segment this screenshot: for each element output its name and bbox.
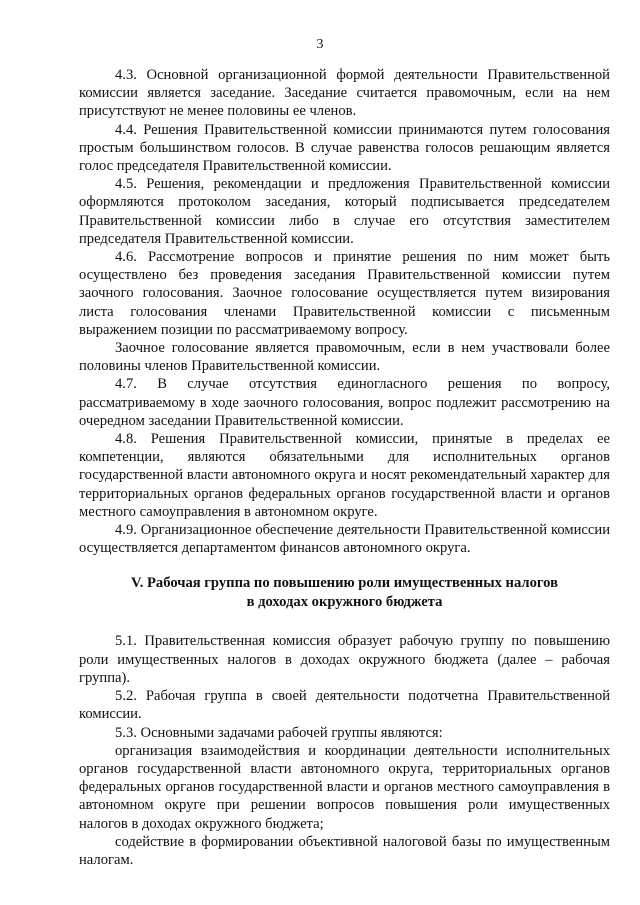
paragraph-5-2: 5.2. Рабочая группа в своей деятельности подотчетна Правительственной комиссии. (79, 688, 610, 723)
section-heading-line-1: V. Рабочая группа по повышению роли имущественных налогов (131, 575, 558, 592)
paragraph-task-tax-base: содействие в формировании объективной налоговой базы по имущественным налогам. (79, 833, 610, 868)
paragraph-absentee-vote: Заочное голосование является правомочным, если в нем участвовали более половины членов Правительственной комиссии. (79, 340, 610, 375)
section-heading (79, 574, 610, 611)
paragraph-task-coordination: организация взаимодействия и координации деятельности исполнительных органов государственной власти автономного округа, территориальных органов федеральных органов государственной власти и органов местного самоуправления в автономном округе при решении вопросов повышения роли имущественных налогов в доходах окружного бюджета; (79, 742, 610, 832)
paragraph-4-8: 4.8. Решения Правительственной комиссии, принятые в пределах ее компетенции, являются обязательными для исполнительных органов государственной власти автономного округа и носят рекомендательный характер для территориальных органов федеральных органов государственной власти и органов местного самоуправления в автономном округе. (79, 431, 610, 520)
page-number: 3 (316, 37, 324, 52)
paragraph-4-6: 4.6. Рассмотрение вопросов и принятие решения по ним может быть осуществлено без проведения заседания Правительственной комиссии путем заочного голосования. Заочное голосование осуществляется путем визирования листа голосования членами Правительственной комиссии с письменным выражением позиции по рассматриваемому вопросу. (79, 249, 610, 338)
spacer (79, 611, 610, 632)
paragraph-4-5: 4.5. Решения, рекомендации и предложения Правительственной комиссии оформляются протоколом заседания, который подписывается председателем Правительственной комиссии либо в случае его отсутствия заместителем председателя Правительственной комиссии. (79, 176, 610, 247)
section-heading-line-2: в доходах окружного бюджета (246, 593, 443, 610)
paragraph-4-3: 4.3. Основной организационной формой деятельности Правительственной комиссии является заседание. Заседание считается правомочным, если на нем присутствуют не менее половины ее членов. (79, 67, 610, 120)
document-body (79, 66, 610, 869)
paragraph-4-9: 4.9. Организационное обеспечение деятельности Правительственной комиссии осуществляется департаментом финансов автономного округа. (79, 522, 610, 557)
paragraph-4-4: 4.4. Решения Правительственной комиссии принимаются путем голосования простым большинством голосов. В случае равенства голосов решающим является голос председателя Правительственной комиссии. (79, 121, 610, 175)
paragraph-5-3: 5.3. Основными задачами рабочей группы являются: (115, 724, 443, 741)
paragraph-4-7: 4.7. В случае отсутствия единогласного решения по вопросу, рассматриваемому в ходе заочного голосования, вопрос подлежит рассмотрению на очередном заседании Правительственной комиссии. (79, 376, 610, 429)
paragraph-5-1: 5.1. Правительственная комиссия образует рабочую группу по повышению роли имущественных налогов в доходах окружного бюджета (далее – рабочая группа). (79, 633, 610, 686)
spacer (79, 557, 610, 574)
